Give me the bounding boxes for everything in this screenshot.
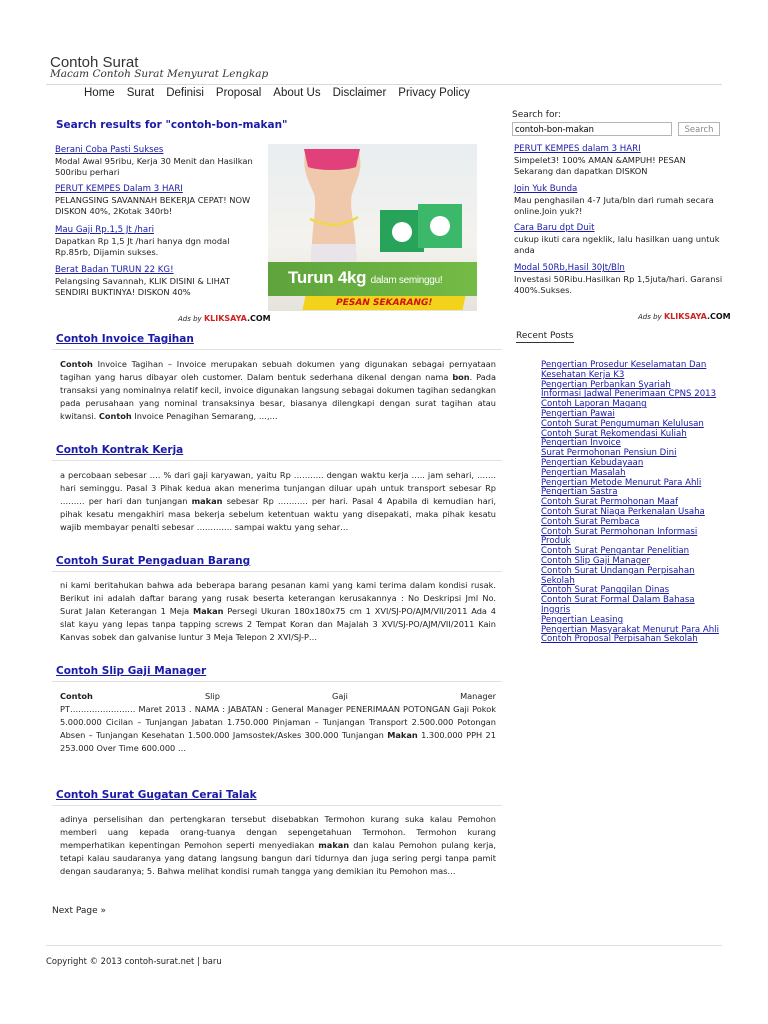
post-excerpt xyxy=(60,358,496,423)
text-ad xyxy=(55,225,265,258)
footer-divider xyxy=(46,945,722,946)
recent-post-link[interactable]: Contoh Surat Pengumuman Kelulusan xyxy=(541,418,704,429)
nav-definisi[interactable]: Definisi xyxy=(166,87,204,99)
ad-description: cukup ikuti cara ngeklik, lalu hasilkan uang untuk anda xyxy=(514,234,720,255)
recent-post-link[interactable]: Contoh Surat Niaga Perkenalan Usaha xyxy=(541,506,705,517)
excerpt-text: Persegi Ukuran 180x180x75 cm 1 XVI/SJ-PO/AJM/VII/2011 Ada 4 slat kayu yang lepas tanpa tapping screws 2 Tempat Koran dan Majalah 3 XVI/SJ-PO/AJM/VII/2011 Kain Kanvas sobek dan galvanise luntur 3 Meja Telepon 2 XVI/SJ-P… xyxy=(60,606,496,642)
ad-title-link[interactable]: PERUT KEMPES Dalam 3 HARI xyxy=(55,184,183,194)
banner-sub-text: dalam seminggu! xyxy=(370,275,443,286)
ads-by-brand: KLIKSAYA.COM xyxy=(203,314,271,323)
excerpt-text: adinya perselisihan dan pertengkaran tersebut disebabkan Termohon kurang suka kalau Pemohon memberi uang kepada orang-tuanya dengan sepengetahuan Termohon. Termohon kurang memperhatikan kepentingan Pemohon seperti menyediakan xyxy=(60,814,496,850)
ad-description: Mau penghasilan 4-7 Juta/bln dari rumah secara online.Join yuk?! xyxy=(514,195,714,216)
sidebar-text-ad xyxy=(514,263,724,296)
recent-post-link[interactable]: Pengertian Invoice xyxy=(541,438,621,449)
excerpt-text: sebesar Rp ……….. per hari. Pasal 4 Apabila di kemudian hari, pihak kesatu mengakhiri masa bekerja sebelum ketentuan waktu yang disepakati, maka pihak kesatu wajib membayar penalti sebesar …………. sampai waktu yang sehar… xyxy=(60,496,497,532)
excerpt-text: Invoice Penagihan Semarang, …,… xyxy=(131,411,278,421)
recent-post-link[interactable]: Contoh Slip Gaji Manager xyxy=(541,555,651,566)
recent-post-link[interactable]: Contoh Surat Formal Dalam Bahasa Inggris xyxy=(541,595,695,615)
recent-post-link[interactable]: Pengertian Masyarakat Menurut Para Ahli xyxy=(541,624,719,635)
search-input[interactable] xyxy=(512,122,672,136)
nav-about-us[interactable]: About Us xyxy=(273,87,321,99)
sidebar-text-ad xyxy=(514,184,724,217)
recent-post-link[interactable]: Contoh Surat Panggilan Dinas xyxy=(541,585,670,596)
search-results-heading: Search results for "contoh-bon-makan" xyxy=(56,119,288,131)
main-nav xyxy=(84,87,482,99)
recent-post-link[interactable]: Contoh Surat Pembaca xyxy=(541,516,640,527)
post-excerpt xyxy=(60,579,496,644)
post-divider xyxy=(52,805,502,806)
post-excerpt-body xyxy=(60,703,496,755)
ad-description: Simpelet3! 100% AMAN &AMPUH! PESAN Sekarang dan dapatkan DISKON xyxy=(514,155,686,176)
banner-order-button[interactable]: PESAN SEKARANG! xyxy=(303,296,466,310)
recent-post-link[interactable]: Pengertian Leasing xyxy=(541,614,624,625)
excerpt-keyword: Makan xyxy=(193,606,224,616)
header-divider xyxy=(46,84,722,85)
excerpt-text: a percobaan sebesar …. % dari gaji karyawan, yaitu Rp ……….. dengan waktu kerja ….. jam sehari, ……. hari seminggu. Pasal 3 Pihak kedua akan menerima tunjangan diluar upah untuk transport sebesar Rp ……… per hari dan tunjangan xyxy=(60,470,496,506)
banner-ad[interactable] xyxy=(268,144,477,311)
ad-description: PELANGSING SAVANNAH BEKERJA CEPAT! NOW DISKON 40%, 2Kotak 340rb! xyxy=(55,195,251,216)
excerpt-text: PT…………………… Maret 2013 . NAMA : JABATAN : General Manager PENERIMAAN POTONGAN Gaji Pokok 5.000.000 Cicilan – Tunjangan Jabatan 1.750.000 Pinjaman – Tunjangan Transport 2.500.000 Potongan Absen – Tunjangan Kesehatan 1.500.000 Jamsostek/Askes 300.000 Tunjangan xyxy=(60,704,496,740)
excerpt-keyword: makan xyxy=(191,496,223,506)
ad-description: Dapatkan Rp 1,5 Jt /hari hanya dgn modal Rp.85rb, Dijamin sukses. xyxy=(55,236,230,257)
nav-proposal[interactable]: Proposal xyxy=(215,87,262,99)
sidebar-text-ad xyxy=(514,144,724,177)
post-divider xyxy=(52,681,502,682)
ad-title-link[interactable]: Berat Badan TURUN 22 KG! xyxy=(55,265,174,275)
ad-title-link[interactable]: PERUT KEMPES dalam 3 HARI xyxy=(514,144,641,154)
ad-title-link[interactable]: Cara Baru dpt Duit xyxy=(514,223,595,233)
post-excerpt xyxy=(60,813,496,878)
ads-by-prefix: Ads by xyxy=(638,313,662,321)
recent-post-link[interactable]: Contoh Surat Permohonan Informasi Produk xyxy=(541,526,698,547)
recent-post-link[interactable]: Contoh Surat Permohonan Maaf xyxy=(541,497,679,508)
post-title-link[interactable]: Contoh Surat Pengaduan Barang xyxy=(56,555,251,567)
site-title[interactable]: Contoh Surat xyxy=(50,54,139,71)
post-excerpt xyxy=(60,690,496,755)
ads-by-brand: KLIKSAYA.COM xyxy=(663,312,731,321)
slip-spread-line xyxy=(60,690,496,703)
banner-main-text: Turun 4kg xyxy=(288,268,367,287)
search-button[interactable]: Search xyxy=(678,122,720,136)
site-tagline: Macam Contoh Surat Menyurat Lengkap xyxy=(50,68,269,80)
excerpt-text: ni kami beritahukan bahwa ada beberapa barang pesanan kami yang kami terima dalam kondisi rusak. Berikut ini adalah daftar barang yang rusak beserta keterangan kerusakannya : No Deskripsi Jml No. Surat Jalan Keterangan 1 Meja xyxy=(60,580,496,616)
excerpt-keyword: Contoh xyxy=(98,411,132,421)
excerpt-text: 1.300.000 PPH 21 253.000 Over Time 600.000 … xyxy=(60,730,496,753)
ad-description: Modal Awal 95ribu, Kerja 30 Menit dan Hasilkan 500ribu perhari xyxy=(55,156,253,177)
nav-privacy-policy[interactable]: Privacy Policy xyxy=(398,87,470,99)
post-divider xyxy=(52,460,502,461)
recent-post-link[interactable]: Contoh Surat Undangan Perpisahan Sekolah xyxy=(541,565,695,586)
spread-word: Slip xyxy=(204,691,220,701)
ad-title-link[interactable]: Berani Coba Pasti Sukses xyxy=(55,145,164,155)
recent-post-link[interactable]: Contoh Surat Rekomendasi Kuliah xyxy=(541,428,687,439)
excerpt-keyword: Contoh xyxy=(60,359,93,369)
ad-title-link[interactable]: Modal 50Rb,Hasil 30Jt/Bln xyxy=(514,263,625,273)
post-title-link[interactable]: Contoh Invoice Tagihan xyxy=(56,333,194,345)
excerpt-text: . Pada transaksi yang nominalnya relatif kecil, invoice digunakan langsung sebagai dokumen tagihan sedangkan pada perusahaan yang nominal transaksinya besar, biasanya dilengkapi dengan surat tagihan atau kwitansi. xyxy=(60,372,496,421)
nav-surat[interactable]: Surat xyxy=(126,87,155,99)
next-page-link[interactable]: Next Page » xyxy=(52,906,106,916)
recent-post-link[interactable]: Pengertian Prosedur Keselamatan Dan Kesehatan Kerja K3 xyxy=(541,360,707,380)
sidebar-text-ad xyxy=(514,223,724,256)
post-title-link[interactable]: Contoh Slip Gaji Manager xyxy=(56,665,207,677)
excerpt-keyword: Makan xyxy=(387,730,418,740)
ad-title-link[interactable]: Join Yuk Bunda xyxy=(514,184,578,194)
recent-post-link[interactable]: Contoh Proposal Perpisahan Sekolah xyxy=(541,634,698,645)
excerpt-text: dan kalau Pemohon pulang kerja, tetapi kalau saudaranya yang datang langsung bangun dari tidurnya dan juga sering pergi tanpa pamit dengan saudaranya; 5. Bahwa melihat kondisi rumah tangga yang demikian itu Pemohon mas… xyxy=(60,840,496,876)
ads-by-kliksaya[interactable] xyxy=(638,312,731,321)
banner-headline xyxy=(288,268,442,288)
text-ad xyxy=(55,184,265,217)
recent-post-link[interactable]: Pengertian Metode Menurut Para Ahli xyxy=(541,477,702,488)
excerpt-text: Invoice Tagihan – Invoice merupakan sebuah dokumen yang digunakan sebagai pernyataan tagihan yang harus dibayar oleh customer. Dalam bentuk sederhana dikenal dengan nama xyxy=(60,359,496,382)
product-boxes-illustration xyxy=(378,202,466,258)
text-ad xyxy=(55,265,265,298)
post-title-link[interactable]: Contoh Kontrak Kerja xyxy=(56,444,184,456)
ad-description: Pelangsing Savannah, KLIK DISINI & LIHAT SENDIRI BUKTINYA! DISKON 40% xyxy=(55,276,230,297)
spread-word: Gaji xyxy=(332,691,348,701)
spread-word: Contoh xyxy=(60,691,93,701)
ad-title-link[interactable]: Mau Gaji Rp.1,5 Jt /hari xyxy=(55,225,155,235)
excerpt-keyword: bon xyxy=(452,372,470,382)
ads-by-kliksaya[interactable] xyxy=(178,314,271,323)
recent-post-link[interactable]: Pengertian Sastra xyxy=(541,487,618,498)
nav-disclaimer[interactable]: Disclaimer xyxy=(332,87,387,99)
ad-description: Investasi 50Ribu.Hasilkan Rp 1,5juta/hari. Garansi 400%.Sukses. xyxy=(514,274,723,295)
excerpt-keyword: makan xyxy=(318,840,350,850)
ads-by-prefix: Ads by xyxy=(178,315,202,323)
recent-post-link[interactable]: Pengertian Pawai xyxy=(541,408,615,419)
woman-figure-illustration xyxy=(296,149,366,269)
text-ad xyxy=(55,145,265,178)
search-label: Search for: xyxy=(512,110,562,120)
recent-posts-heading: Recent Posts xyxy=(516,331,574,341)
recent-post-link[interactable]: Informasi Jadwal Penerimaan CPNS 2013 xyxy=(541,389,717,400)
recent-post-link[interactable]: Surat Permohonan Pensiun Dini xyxy=(541,448,677,459)
recent-post-link[interactable]: Pengertian Masalah xyxy=(541,467,626,478)
recent-post-link[interactable]: Pengertian Kebudayaan xyxy=(541,457,644,468)
recent-posts-list xyxy=(541,361,725,645)
copyright-text: Copyright © 2013 contoh-surat.net | baru xyxy=(46,956,222,966)
spread-word: Manager xyxy=(460,691,496,701)
recent-post-link[interactable]: Contoh Surat Pengantar Penelitian xyxy=(541,546,690,557)
post-excerpt xyxy=(60,469,496,534)
post-divider xyxy=(52,571,502,572)
recent-post-link[interactable]: Contoh Laporan Magang xyxy=(541,399,647,410)
post-title-link[interactable]: Contoh Surat Gugatan Cerai Talak xyxy=(56,789,257,801)
nav-home[interactable]: Home xyxy=(84,87,115,99)
post-divider xyxy=(52,349,502,350)
recent-post-link[interactable]: Pengertian Perbankan Syariah xyxy=(541,379,671,390)
